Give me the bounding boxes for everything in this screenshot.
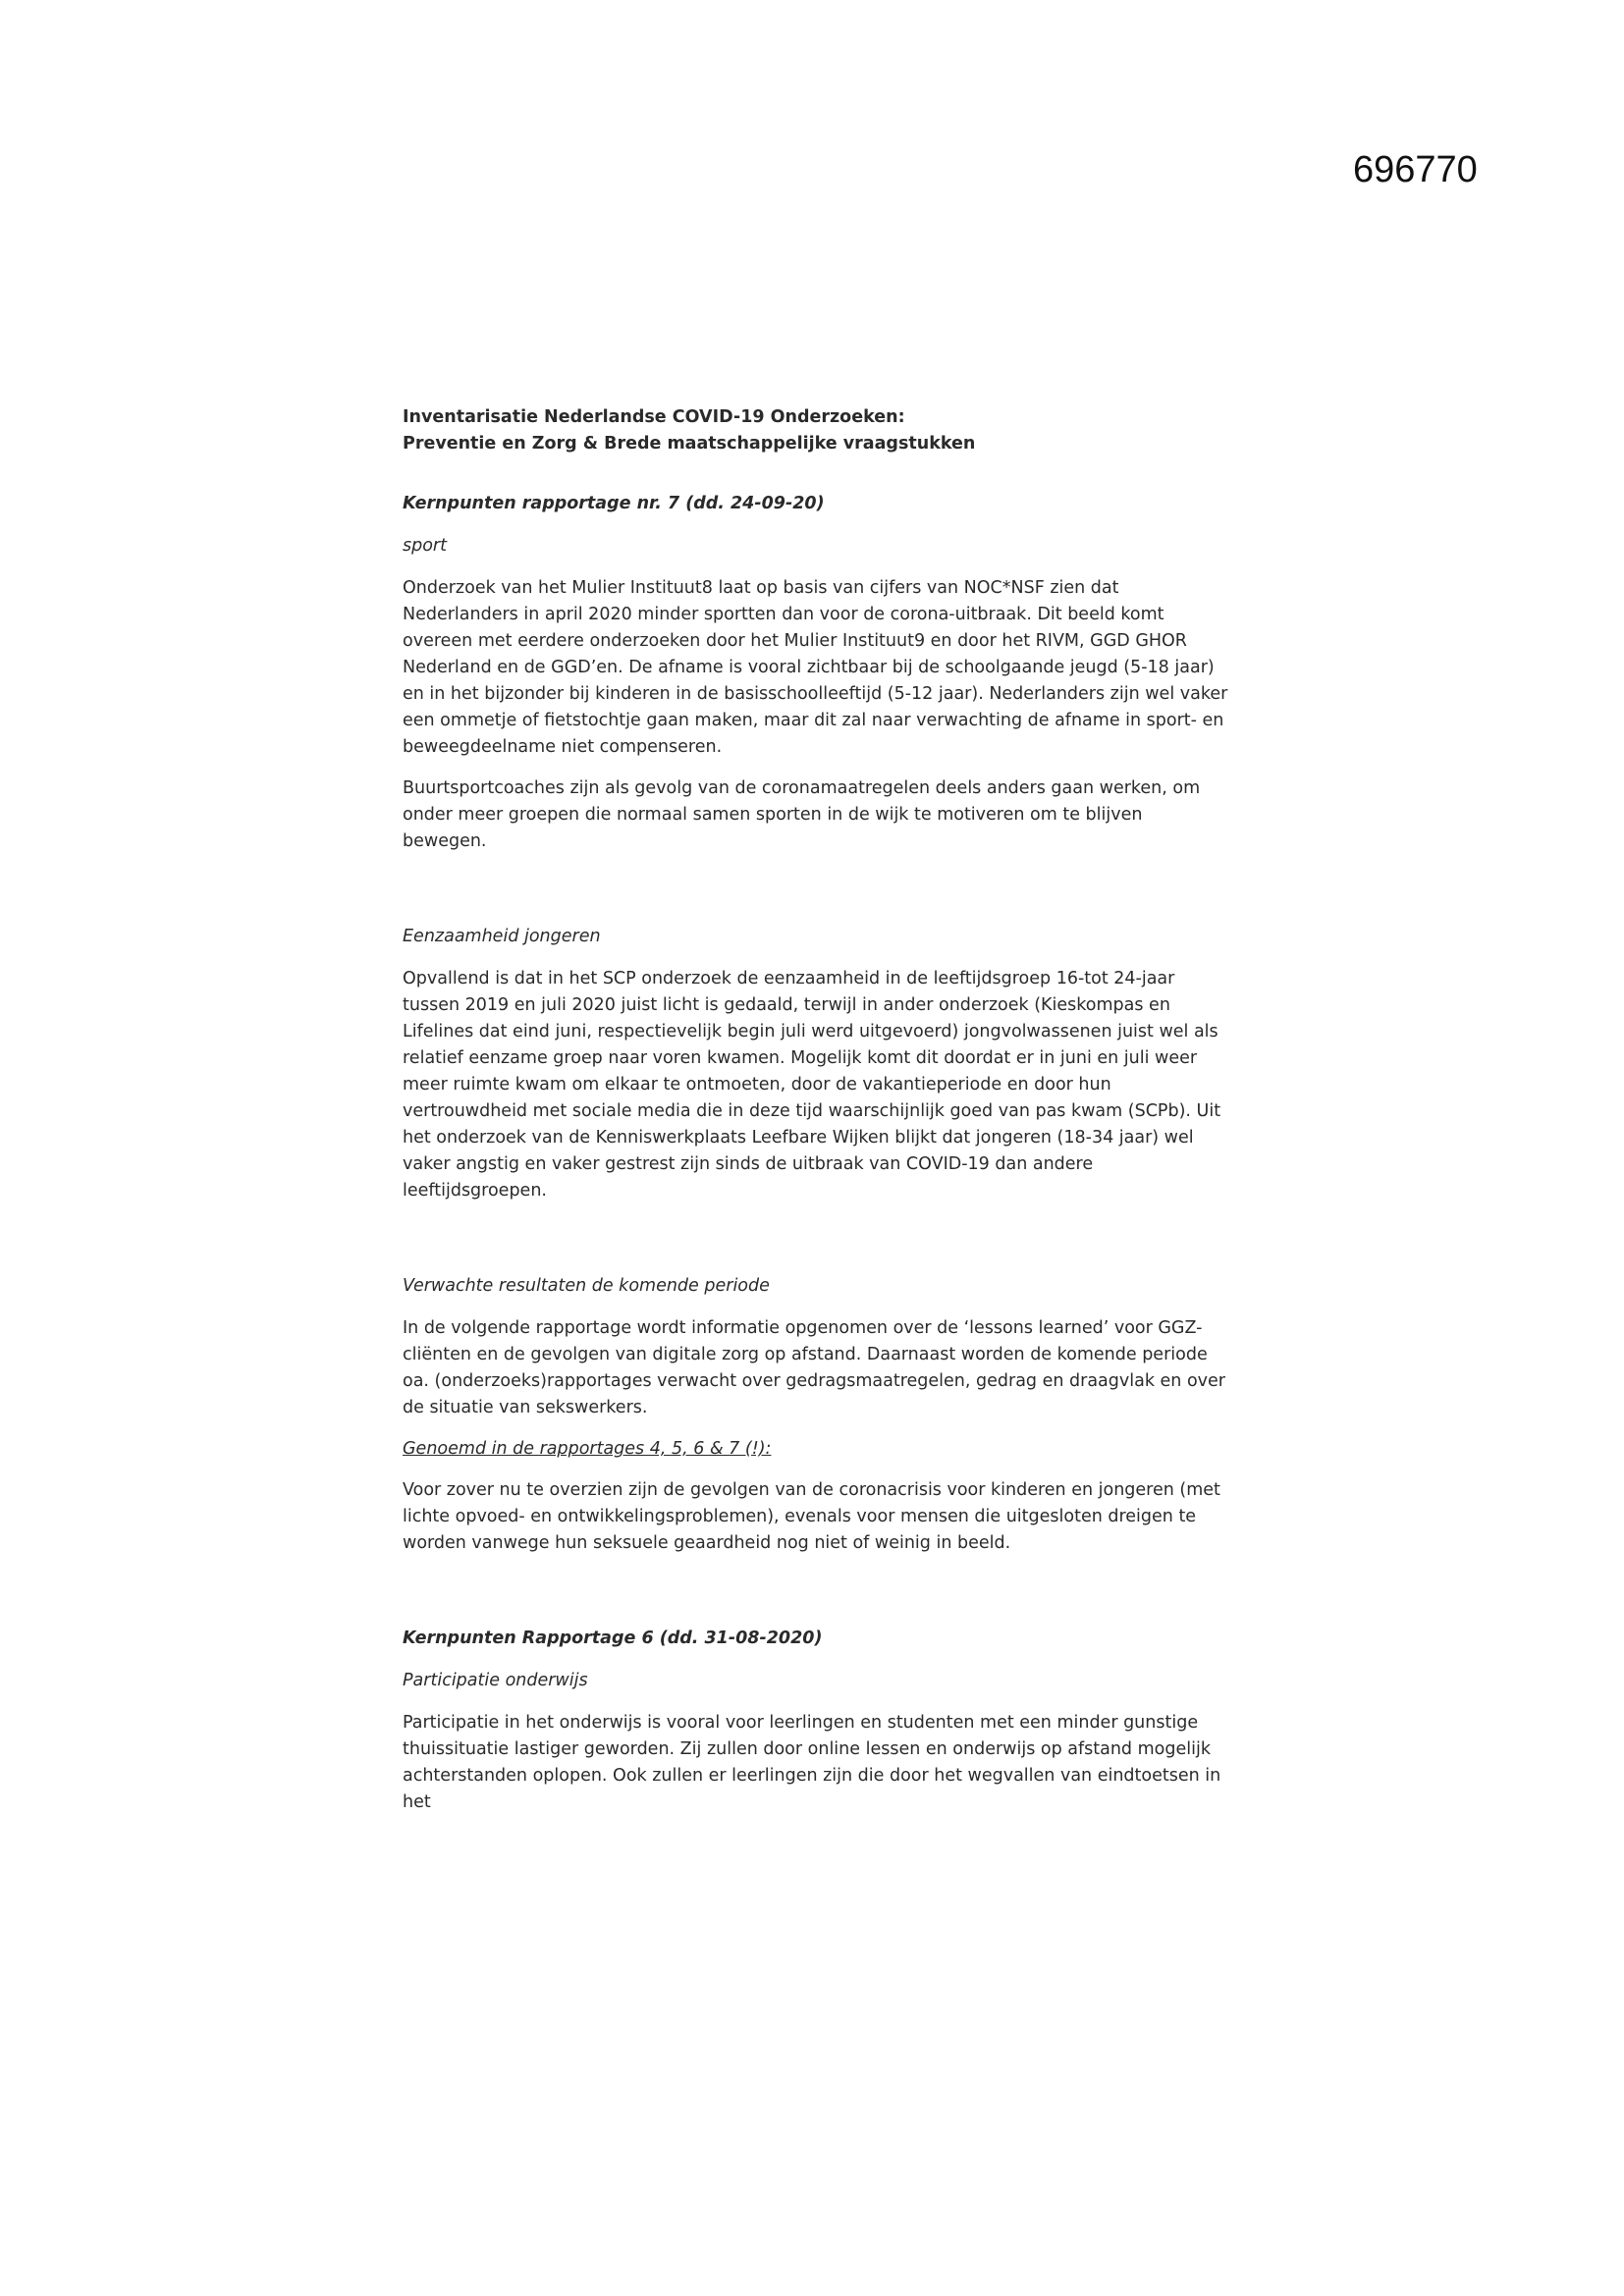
genoemd-heading: Genoemd in de rapportages 4, 5, 6 & 7 (!):: [403, 1439, 772, 1459]
verwachte-paragraph: In de volgende rapportage wordt informatie opgenomen over de ‘lessons learned’ voor GGZ-cliënten en de gevolgen van digitale zorg op afstand. Daarnaast worden de komende periode oa. (onderzoeks)rapportages verwacht over gedragsmaatregelen, gedrag en draagvlak en over de situatie van sekswerkers.: [403, 1318, 1225, 1417]
document-body: [403, 404, 1231, 1816]
genoemd-paragraph: Voor zover nu te overzien zijn de gevolgen van de coronacrisis voor kinderen en jongeren (met lichte opvoed- en ontwikkelingsproblemen), evenals voor mensen die uitgesloten dreigen te worden vanwege hun seksuele geaardheid nog niet of weinig in beeld.: [403, 1480, 1220, 1553]
document-number: 696770: [1353, 149, 1478, 190]
report6-heading: Kernpunten Rapportage 6 (dd. 31-08-2020): [403, 1629, 823, 1648]
eenzaamheid-paragraph: Opvallend is dat in het SCP onderzoek de eenzaamheid in de leeftijdsgroep 16-tot 24-jaar tussen 2019 en juli 2020 juist licht is gedaald, terwijl in ander onderzoek (Kieskompas en Lifelines dat eind juni, respectievelijk begin juli werd uitgevoerd) jongvolwassenen juist wel als relatief eenzame groep naar voren kwamen. Mogelijk komt dit doordat er in juni en juli weer meer ruimte kwam om elkaar te ontmoeten, door de vakantieperiode en door hun vertrouwdheid met sociale media die in deze tijd waarschijnlijk goed van pas kwam (SCPb). Uit het onderzoek van de Kenniswerkplaats Leefbare Wijken blijkt dat jongeren (18-34 jaar) wel vaker angstig en vaker gestrest zijn sinds de uitbraak van COVID-19 dan andere leeftijdsgroepen.: [403, 969, 1221, 1201]
report7-heading: Kernpunten rapportage nr. 7 (dd. 24-09-20): [403, 494, 825, 513]
verwachte-heading: Verwachte resultaten de komende periode: [403, 1276, 770, 1296]
eenzaamheid-heading: Eenzaamheid jongeren: [403, 927, 601, 946]
participatie-paragraph: Participatie in het onderwijs is vooral voor leerlingen en studenten met een minder gunstige thuissituatie lastiger geworden. Zij zullen door online lessen en onderwijs op afstand mogelijk achterstanden oplopen. Ook zullen er leerlingen zijn die door het wegvallen van eindtoetsen in het: [403, 1713, 1221, 1812]
sport-paragraph-1: Onderzoek van het Mulier Instituut8 laat op basis van cijfers van NOC*NSF zien dat Nederlanders in april 2020 minder sportten dan voor de corona-uitbraak. Dit beeld komt overeen met eerdere onderzoeken door het Mulier Instituut9 en door het RIVM, GGD GHOR Nederland en de GGD’en. De afname is vooral zichtbaar bij de schoolgaande jeugd (5-18 jaar) en in het bijzonder bij kinderen in de basisschoolleeftijd (5-12 jaar). Nederlanders zijn wel vaker een ommetje of fietstochtje gaan maken, maar dit zal naar verwachting de afname in sport- en beweegdeelname niet compenseren.: [403, 578, 1228, 757]
sport-paragraph-2: Buurtsportcoaches zijn als gevolg van de coronamaatregelen deels anders gaan werken, om onder meer groepen die normaal samen sporten in de wijk te motiveren om te blijven bewegen.: [403, 778, 1201, 851]
participatie-heading: Participatie onderwijs: [403, 1671, 588, 1690]
title-line-2: Preventie en Zorg & Brede maatschappelijke vraagstukken: [403, 434, 976, 454]
title-line-1: Inventarisatie Nederlandse COVID-19 Onderzoeken:: [403, 407, 905, 427]
sport-heading: sport: [403, 536, 447, 556]
